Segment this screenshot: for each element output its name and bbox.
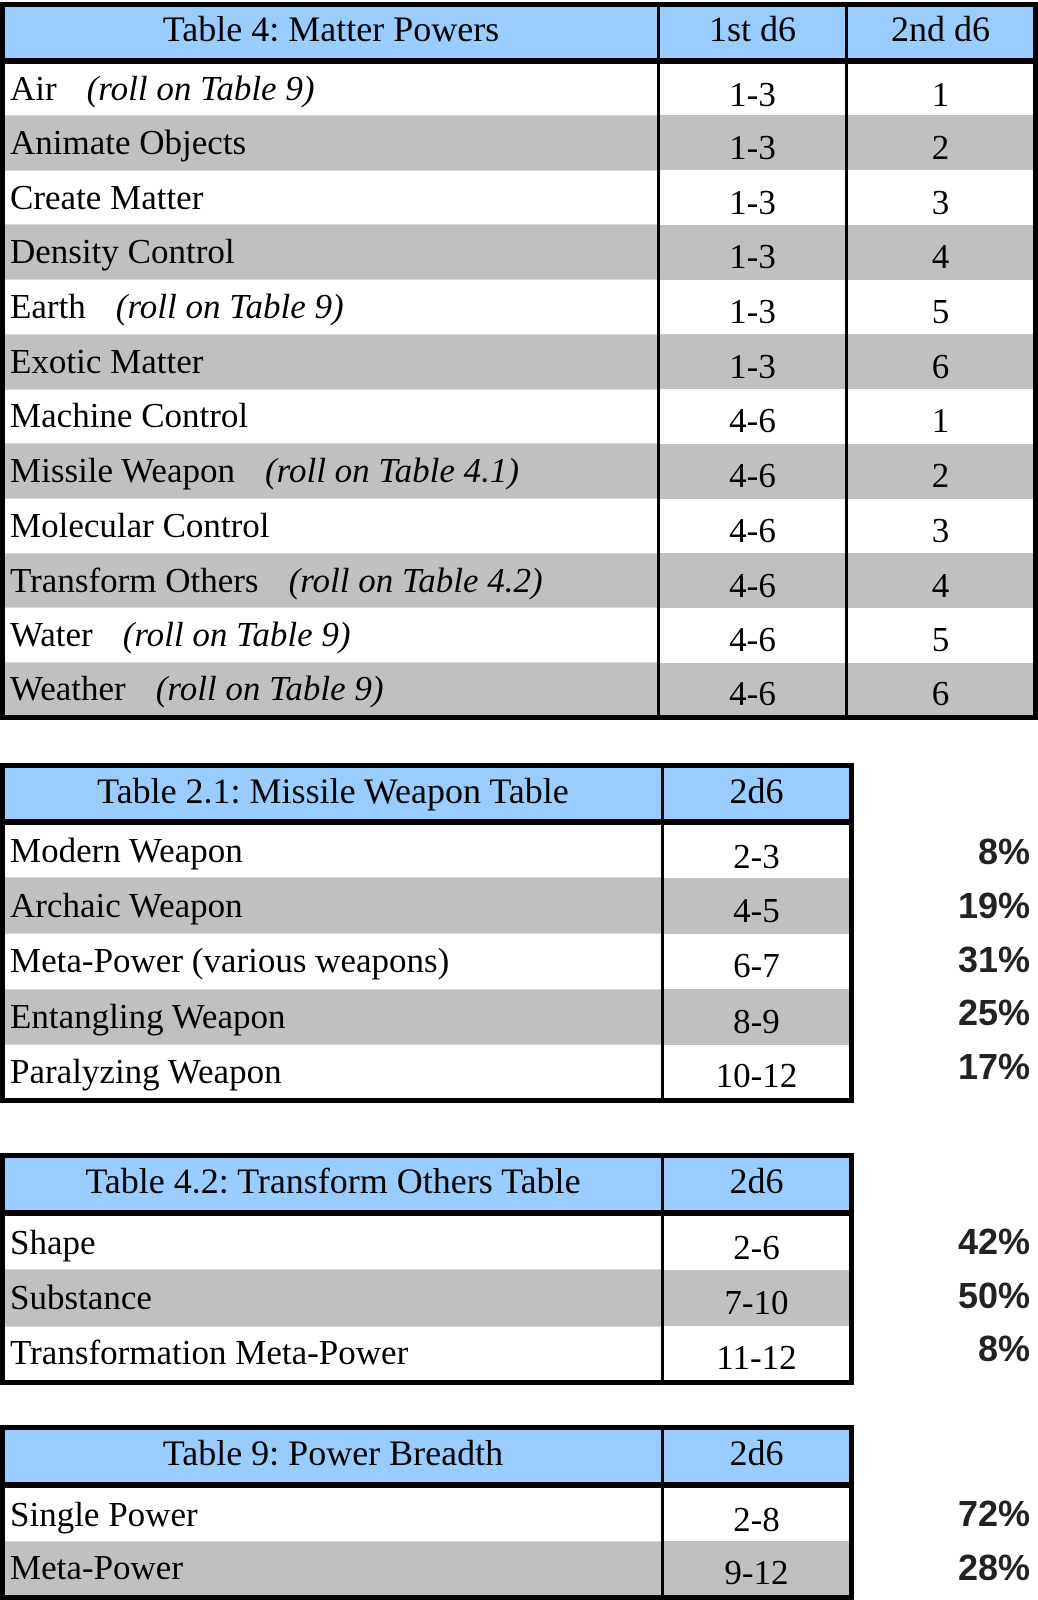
- first-d6-value: 1-3: [659, 225, 847, 280]
- probability-percent: 50%: [957, 1274, 1030, 1316]
- entry-name: Shape: [3, 1213, 663, 1269]
- table-row: [3, 934, 852, 990]
- table-row: [3, 1485, 852, 1541]
- entry-name: Modern Weapon: [3, 822, 663, 878]
- power-note: (roll on Table 4.2): [288, 560, 543, 600]
- table-row: [3, 334, 1036, 389]
- missile-weapon-table: [0, 763, 854, 1103]
- entry-name: Archaic Weapon: [3, 878, 663, 934]
- table-row: [3, 553, 1036, 608]
- table-row: [3, 280, 1036, 335]
- second-d6-value: 2: [847, 444, 1036, 499]
- first-d6-value: 4-6: [659, 389, 847, 444]
- probability-percent: 17%: [957, 1046, 1030, 1088]
- roll-range: 7-10: [662, 1270, 851, 1326]
- power-name: Transform Others (roll on Table 4.2): [3, 553, 659, 608]
- first-d6-value: 4-6: [659, 499, 847, 554]
- second-d6-value: 1: [847, 61, 1036, 116]
- roll-range: 2-8: [662, 1485, 851, 1541]
- transform-col-2d6: 2d6: [662, 1156, 851, 1214]
- probability-percent: 8%: [977, 831, 1030, 872]
- table-row: [3, 1213, 852, 1269]
- power-name: Missile Weapon (roll on Table 4.1): [3, 444, 659, 499]
- transform-table-title: Table 4.2: Transform Others Table: [3, 1156, 663, 1214]
- power-name: Weather (roll on Table 9): [3, 663, 659, 718]
- power-note: (roll on Table 9): [122, 615, 351, 655]
- table-row: [3, 225, 1036, 280]
- first-d6-value: 4-6: [659, 663, 847, 718]
- power-name: Animate Objects: [3, 115, 659, 170]
- probability-percent: 42%: [957, 1221, 1030, 1262]
- entry-name: Substance: [3, 1270, 663, 1326]
- table-row: [3, 389, 1036, 444]
- table-row: [3, 1326, 852, 1382]
- second-d6-value: 1: [847, 389, 1036, 444]
- matter-col-1st-d6: 1st d6: [659, 5, 847, 61]
- power-note: (roll on Table 4.1): [265, 451, 520, 491]
- table-row: [3, 1270, 852, 1326]
- entry-name: Single Power: [3, 1485, 663, 1541]
- matter-powers-table: [0, 2, 1038, 720]
- roll-range: 2-3: [662, 822, 851, 878]
- power-name: Water (roll on Table 9): [3, 608, 659, 663]
- entry-name: Transformation Meta-Power: [3, 1326, 663, 1382]
- breadth-table-title: Table 9: Power Breadth: [3, 1428, 663, 1486]
- second-d6-value: 5: [847, 608, 1036, 663]
- first-d6-value: 4-6: [659, 608, 847, 663]
- table-row: [3, 170, 1036, 225]
- roll-range: 9-12: [662, 1541, 851, 1597]
- power-name: Air (roll on Table 9): [3, 61, 659, 116]
- table-row: [3, 444, 1036, 499]
- table-header: [3, 766, 852, 823]
- second-d6-value: 3: [847, 170, 1036, 225]
- table-header: [3, 5, 1036, 61]
- second-d6-value: 2: [847, 115, 1036, 170]
- first-d6-value: 4-6: [659, 444, 847, 499]
- table-row: [3, 1045, 852, 1101]
- first-d6-value: 1-3: [659, 61, 847, 116]
- power-note: (roll on Table 9): [115, 286, 344, 326]
- roll-range: 11-12: [662, 1326, 851, 1382]
- table-row: [3, 608, 1036, 663]
- entry-name: Meta-Power: [3, 1541, 663, 1597]
- table-row: [3, 822, 852, 878]
- power-breadth-table: [0, 1425, 854, 1600]
- second-d6-value: 4: [847, 225, 1036, 280]
- roll-range: 2-6: [662, 1213, 851, 1269]
- power-name: Molecular Control: [3, 499, 659, 554]
- table-header: [3, 1428, 852, 1486]
- table-row: [3, 1541, 852, 1597]
- probability-percent: 25%: [957, 992, 1030, 1034]
- power-note: (roll on Table 9): [86, 69, 315, 109]
- entry-name: Meta-Power (various weapons): [3, 934, 663, 990]
- missile-table-title: Table 2.1: Missile Weapon Table: [3, 766, 663, 823]
- second-d6-value: 6: [847, 334, 1036, 389]
- second-d6-value: 3: [847, 499, 1036, 554]
- roll-range: 8-9: [662, 989, 851, 1045]
- first-d6-value: 1-3: [659, 280, 847, 335]
- power-name: Density Control: [3, 225, 659, 280]
- probability-percent: 28%: [957, 1546, 1030, 1588]
- first-d6-value: 1-3: [659, 170, 847, 225]
- roll-range: 4-5: [662, 878, 851, 934]
- table-row: [3, 663, 1036, 718]
- second-d6-value: 6: [847, 663, 1036, 718]
- roll-range: 10-12: [662, 1045, 851, 1101]
- table-row: [3, 61, 1036, 116]
- matter-col-2nd-d6: 2nd d6: [847, 5, 1036, 61]
- probability-percent: 19%: [957, 884, 1030, 926]
- power-name: Earth (roll on Table 9): [3, 280, 659, 335]
- table-row: [3, 989, 852, 1045]
- table-row: [3, 878, 852, 934]
- matter-table-title: Table 4: Matter Powers: [3, 5, 659, 61]
- roll-range: 6-7: [662, 934, 851, 990]
- first-d6-value: 1-3: [659, 334, 847, 389]
- probability-percent: 72%: [957, 1493, 1030, 1534]
- power-name: Create Matter: [3, 170, 659, 225]
- power-name: Machine Control: [3, 389, 659, 444]
- second-d6-value: 4: [847, 553, 1036, 608]
- second-d6-value: 5: [847, 280, 1036, 335]
- probability-percent: 8%: [977, 1328, 1030, 1369]
- breadth-col-2d6: 2d6: [662, 1428, 851, 1486]
- transform-others-table: [0, 1153, 854, 1385]
- probability-percent: 31%: [957, 938, 1030, 980]
- entry-name: Paralyzing Weapon: [3, 1045, 663, 1101]
- entry-name: Entangling Weapon: [3, 989, 663, 1045]
- table-header: [3, 1156, 852, 1214]
- first-d6-value: 1-3: [659, 115, 847, 170]
- missile-col-2d6: 2d6: [662, 766, 851, 823]
- power-note: (roll on Table 9): [155, 669, 384, 709]
- table-row: [3, 115, 1036, 170]
- first-d6-value: 4-6: [659, 553, 847, 608]
- power-name: Exotic Matter: [3, 334, 659, 389]
- table-row: [3, 499, 1036, 554]
